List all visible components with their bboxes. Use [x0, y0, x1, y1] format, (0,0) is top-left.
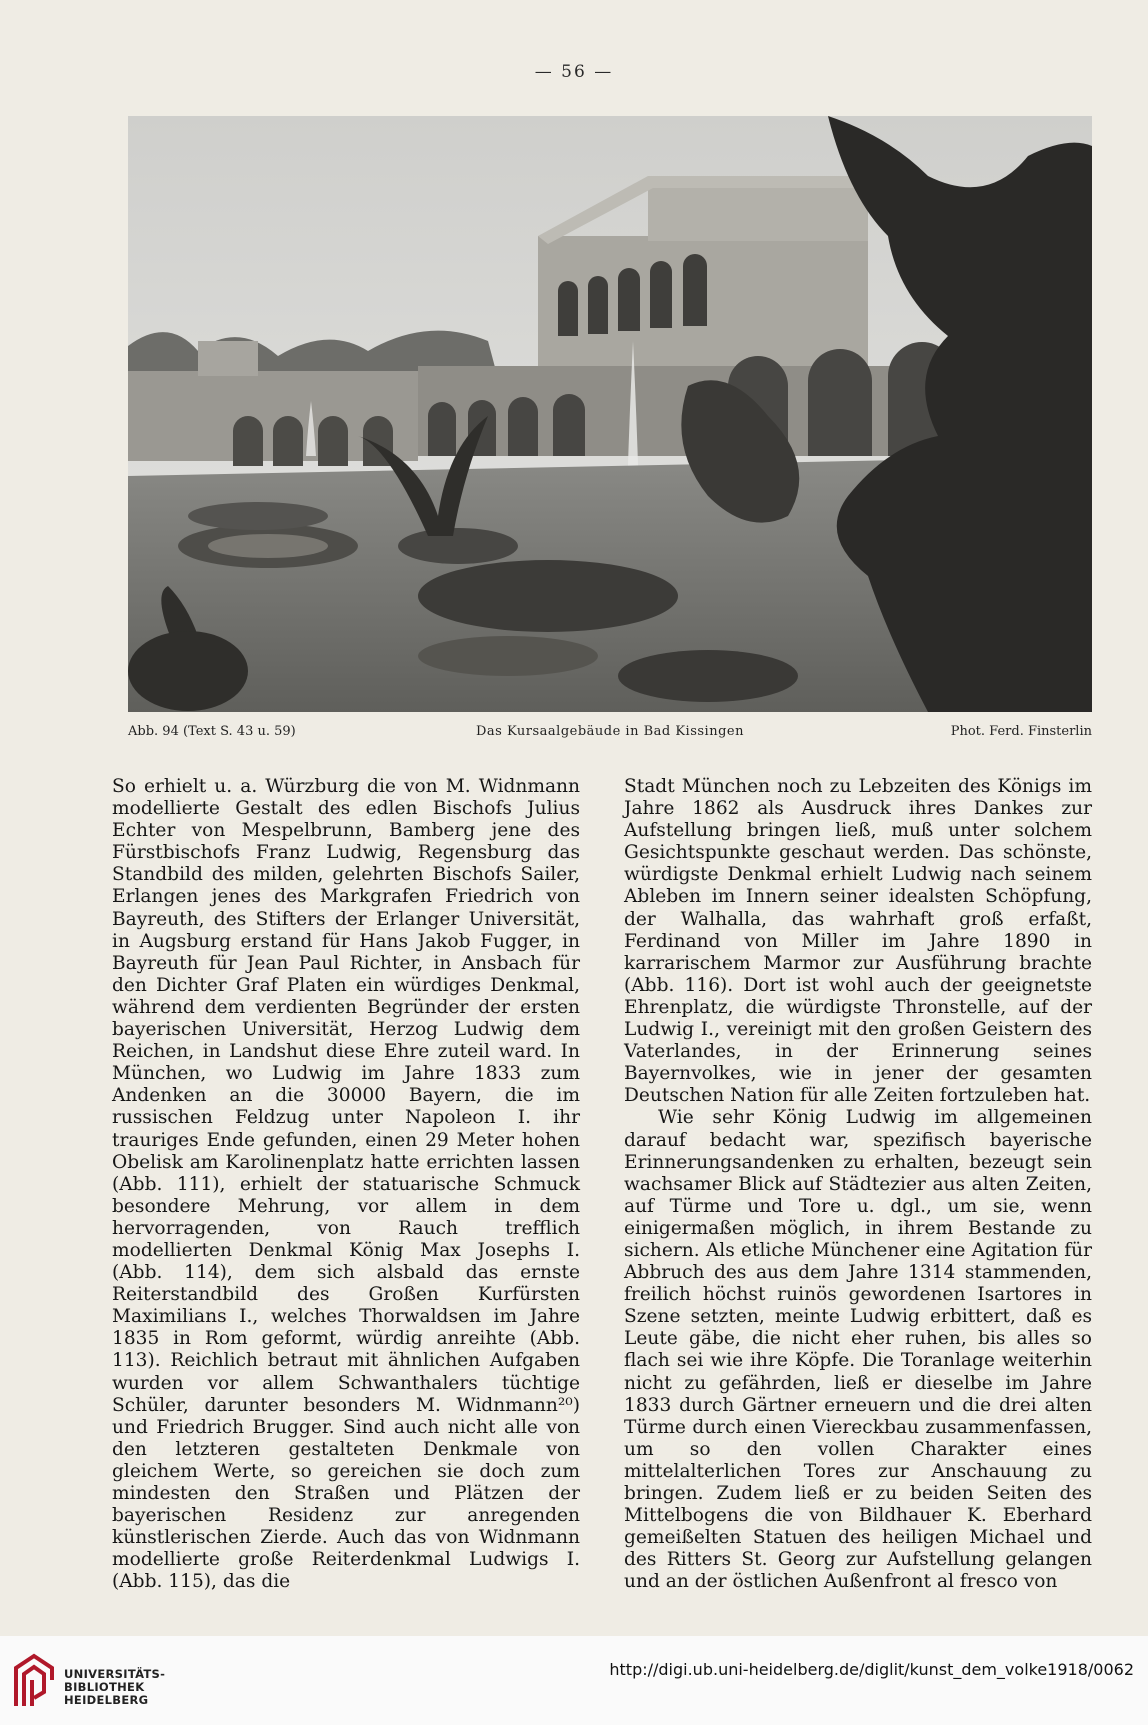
text-column-right [624, 776, 1092, 1593]
figure-photograph [128, 116, 1092, 712]
text-column-left [112, 776, 580, 1593]
library-name: UNIVERSITÄTS- BIBLIOTHEK HEIDELBERG [64, 1667, 166, 1707]
caption-photo-credit: Phot. Ferd. Finsterlin [950, 724, 1092, 739]
paragraph: Wie sehr König Ludwig im allgemeinen darauf bedacht war, spezifisch bayerische Erinnerungsandenken zu erhalten, bezeugt sein wachsamer Blick auf Städtezier aus alten Zeiten, auf Türme und Tore u. dgl., um sie, wenn einigermaßen möglich, in ihrem Bestande zu sichern. Als etliche Münchener eine Agitation für Abbruch des aus dem Jahre 1314 stammenden, freilich höchst ruinös gewordenen Isartores in Szene setzten, meinte Ludwig erbittert, daß es Leute gäbe, die nicht eher ruhen, bis alles so flach sei wie ihre Köpfe. Die Toranlage weiterhin nicht zu gefährden, ließ er dieselbe im Jahre 1833 durch Gärtner erneuern und die drei alten Türme durch einen Viereckbau zusammenfassen, um so den vollen Charakter eines mittelalterlichen Tores zur Anschauung zu bringen. Zudem ließ er zu beiden Seiten des Mittelbogens die von Bildhauer K. Eberhard gemeißelten Statuen des heiligen Michael und des Ritters St. Georg zur Aufstellung gelangen und an der östlichen Außenfront al fresco von [624, 1107, 1092, 1593]
page-number: — 56 — [534, 62, 614, 82]
paragraph: So erhielt u. a. Würzburg die von M. Widnmann modellierte Gestalt des edlen Bischofs Julius Echter von Mespelbrunn, Bamberg jene des Fürstbischofs Franz Ludwig, Regensburg das Standbild des milden, gelehrten Bischofs Sailer, Erlangen jenes des Markgrafen Friedrich von Bayreuth, des Stifters der Erlanger Universität, in Augsburg erstand für Hans Jakob Fugger, in Bayreuth für Jean Paul Richter, in Ansbach für den Dichter Graf Platen ein würdiges Denkmal, während dem verdienten Begründer der ersten bayerischen Universität, Herzog Ludwig dem Reichen, in Landshut diese Ehre zuteil ward. In München, wo Ludwig im Jahre 1833 zum Andenken an die 30000 Bayern, die im russischen Feldzug unter Napoleon I. ihr trauriges Ende gefunden, einen 29 Meter hohen Obelisk am Karolinenplatz hatte errichten lassen (Abb. 111), erhielt der statuarische Schmuck besondere Mehrung, vor allem in dem hervorragenden, von Rauch trefflich modellierten Denkmal König Max Josephs I. (Abb. 114), dem sich alsbald das ernste Reiterstandbild des Großen Kurfürsten Maximilians I., welches Thorwaldsen im Jahre 1835 in Rom geformt, würdig anreihte (Abb. 113). Reichlich betraut mit ähnlichen Aufgaben wurden vor allem Schwanthalers tüchtige Schüler, darunter besonders M. Widnmann²⁰) und Friedrich Brugger. Sind auch nicht alle von den letzteren gestalteten Denkmale von gleichem Werte, so gereichen sie doch zum mindesten den Straßen und Plätzen der bayerischen Residenz zur anregenden künstlerischen Zierde. Auch das von Widnmann modellierte große Reiterdenkmal Ludwigs I. (Abb. 115), das die [112, 776, 580, 1593]
source-url-link[interactable]: http://digi.ub.uni-heidelberg.de/diglit/kunst_dem_volke1918/0062 [609, 1660, 1134, 1679]
caption-title: Das Kursaalgebäude in Bad Kissingen [476, 724, 744, 739]
figure-caption [128, 724, 1092, 746]
paragraph: Stadt München noch zu Lebzeiten des Königs im Jahre 1862 als Ausdruck ihres Dankes zur Aufstellung bringen ließ, muß unter solchem Gesichtspunkte geschaut werden. Das schönste, würdigste Denkmal erhielt Ludwig nach seinem Ableben im Innern seiner idealsten Schöpfung, der Walhalla, das wahrhaft groß erfaßt, Ferdinand von Miller im Jahre 1890 in karrarischem Marmor zur Ausführung brachte (Abb. 116). Dort ist wohl auch der geeignetste Ehrenplatz, die würdigste Thronstelle, auf der Ludwig I., vereinigt mit den großen Geistern des Vaterlandes, in der Erinnerung seines Bayernvolkes, wie in jener der gesamten Deutschen Nation für alle Zeiten fortzuleben hat. [624, 776, 1092, 1107]
kursaal-photo-illustration [128, 116, 1092, 712]
caption-figure-number: Abb. 94 (Text S. 43 u. 59) [128, 724, 296, 739]
university-library-logo-icon [12, 1652, 56, 1710]
footer-bar [0, 1636, 1148, 1725]
